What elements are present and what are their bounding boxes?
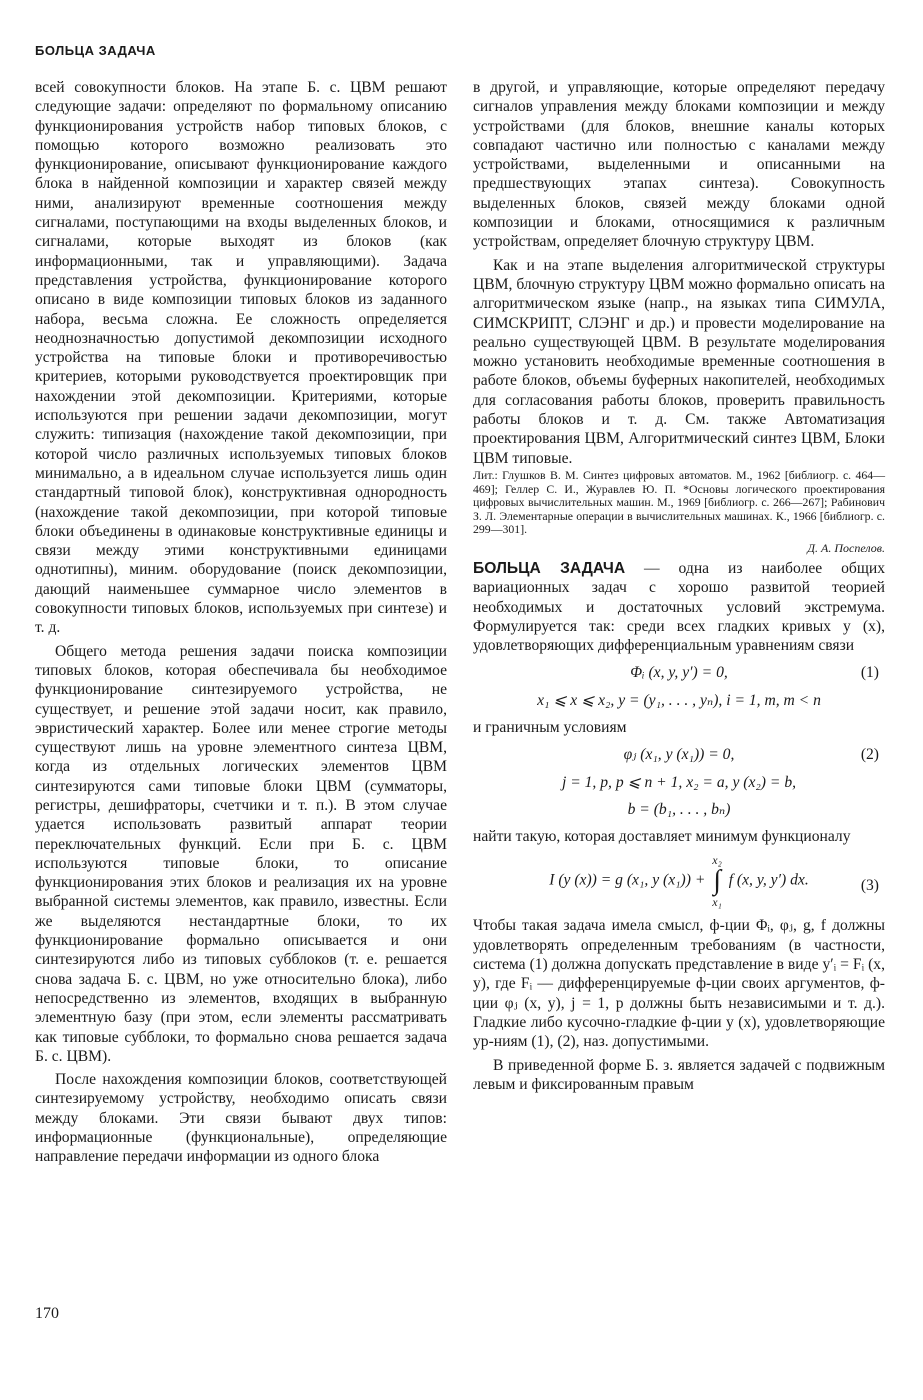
integral-symbol: ∫ <box>713 865 721 897</box>
boundary-conditions-text: и граничным условиям <box>473 718 627 736</box>
entry-headword: БОЛЬЦА ЗАДАЧА <box>473 559 626 577</box>
functional-text: найти такую, которая доставляет минимум функционалу <box>473 828 851 846</box>
equation-3 <box>473 854 885 908</box>
equation-3-right: f (x, y, y′) dx. <box>728 872 809 890</box>
left-paragraph-2: Общего метода решения задачи поиска композиции типовых блоков, которая обеспечивала бы необходимое функционирование синтезируемого устройства, не существует, и решение этой задачи носит, как правило, эвристический характер. Более или менее строгие методы существуют лишь на уровне элементного синтеза ЦВМ, когда из отдельных логических элементов ЦВМ синтезируются сами типовые блоки ЦВМ (сумматоры, регистры, дешифраторы, счетчики и т. п.). В этом случае удается использовать развитый аппарат теории переключательных функций. Если при Б. с. ЦВМ используются типовые блоки, то описание функционирования этих блоков и реализация их на уровне выбранной системы элементов, как правило, известны. Если же выделяются нестандартные блоки, то их функционирование формально описывается и они синтезируются либо из типовых субблоков (т. е. решается снова задача Б. с. ЦВМ, но уже относительно блока), либо непосредственно из элементов, входящих в выбранную элементную базу (при этом, если элементы рассматривать как типовые субблоки, то формально снова решается задача Б. с. ЦВМ). <box>35 642 447 1065</box>
right-paragraph-4: В приведенной форме Б. з. является задачей с подвижным левым и фиксированным правым <box>473 1056 885 1093</box>
running-head: БОЛЬЦА ЗАДАЧА <box>35 43 156 58</box>
right-column <box>473 78 885 1094</box>
right-paragraph-3: Чтобы такая задача имела смысл, ф-ции Φᵢ, φⱼ, g, f должны удовлетворять определенным требованиям (в частности, система (1) должна допускать представление в виде y′ᵢ = Fᵢ (x, y), где Fᵢ — дифференцируемые ф-ции своих аргументов, ф-ции φⱼ (x, y), j = 1, p должны быть независимыми и т. д.). Гладкие либо кусочно-гладкие ф-ции y (x), удовлетворяющие ур-ниям (1), (2), наз. допустимыми. <box>473 917 885 1051</box>
integral-upper-limit: x₂ <box>712 853 722 868</box>
equation-3-left: I (y (x)) = g (x₁, y (x₁)) + <box>549 872 706 890</box>
integral-lower-limit: x₁ <box>712 895 722 910</box>
equation-2 <box>473 745 885 764</box>
equation-2-body: φⱼ (x₁, y (x₁)) = 0, <box>623 746 735 764</box>
literature-references: Лит.: Глушков В. М. Синтез цифровых автоматов. М., 1962 [библиогр. с. 464—469]; Геллер С. И., Журавлев Ю. П. *Основы логического проектирования цифровых вычислительных машин. М., 1969 [библиогр. с. 266—267]; Рабинович З. Л. Элементарные операции в вычислительных машинах. К., 1966 [библиогр. с. 299—301]. <box>473 467 885 537</box>
left-paragraph-3: После нахождения композиции блоков, соответствующей синтезируемому устройству, необходимо описать связи между блоками. Эти связи бывают двух типов: информационные (функциональные), определяющие направление передачи информации из одного блока <box>35 1071 447 1166</box>
left-paragraph-1: всей совокупности блоков. На этапе Б. с. ЦВМ решают следующие задачи: определяют по формальному описанию функционирования устройств набор типовых блоков, с помощью которого возможно реализовать это функционирование, описывают функционирование каждого блока в найденной композиции и характер связей между ними, анализируют временные соотношения между сигналами, поступающими на входы выделенных блоков, и сигналами, которые выходят из блоков (как информационными, так и управляющими). Задача представления устройства, функционирование которого описано в виде композиции типовых блоков из заданного набора, весьма сложна. Ее сложность определяется неоднозначностью допустимой декомпозиции исходного устройства на типовые блоки и противоречивостью критериев, которыми руководствуется проектировщик при нахождении этой декомпозиции. Критериями, которые используются при решении задачи декомпозиции, могут служить: типизация (нахождение такой декомпозиции, при которой число различных используемых типовых блоков минимально, а в идеальном случае используется лишь один стандартный типовой блок), конструктивная однородность (нахождение такой декомпозиции, при которой типовые блоки объединены в одинаковые конструктивные единицы и связи между этими конструктивными единицами однотипны), миним. оборудование (поиск декомпозиции, дающий наименьшее суммарное число элементов в совокупности типовых блоков, используемых при синтезе) и т. д. <box>35 79 447 637</box>
equation-1 <box>473 663 885 682</box>
equation-2-conditions-1: j = 1, p, p ⩽ n + 1, x₂ = a, y (x₂) = b, <box>561 773 797 791</box>
left-column <box>35 78 447 1167</box>
right-paragraph-2: Как и на этапе выделения алгоритмической структуры ЦВМ, блочную структуру ЦВМ можно формально описать на алгоритмическом языке (напр., на языках типа СИМУЛА, СИМСКРИПТ, СЛЭНГ и др.) и провести моделирование на реально существующей ЦВМ. В результате моделирования можно установить необходимые временные соотношения в работе блоков, объемы буферных накопителей, необходимых для согласования работы блоков, проверить правильность работы блоков и т. д. См. также Автоматизация проектирования ЦВМ, Алгоритмический синтез ЦВМ, Блоки ЦВМ типовые. <box>473 256 885 467</box>
right-paragraph-1: в другой, и управляющие, которые определяют передачу сигналов управления между блоками композиции и между устройствами (для блоков, внешние каналы которых совпадают частично или полностью с каналами между устройствами, выделенными и описанными на предшествующих этапах синтеза). Совокупность выделенных блоков, связей между блоками одной композиции и блоками, относящимися к различным устройствам, определяет блочную структуру ЦВМ. <box>473 79 885 251</box>
entry-bolza-problem <box>473 559 885 655</box>
page-number: 170 <box>35 1305 59 1322</box>
equation-3-number: (3) <box>860 877 879 895</box>
equation-1-conditions: x₁ ⩽ x ⩽ x₂, y = (y₁, . . . , yₙ), i = 1, m, m < n <box>537 691 821 709</box>
integral-sign <box>712 854 722 908</box>
entry-intro: — одна из наиболее общих вариационных задач с хорошо развитой теорией необходимых и достаточных условий экстремума. Формулируется так: среди всех гладких кривых y (x), удовлетворяющих дифференциальным уравнениям связи <box>473 559 886 655</box>
equation-1-body: Φᵢ (x, y, y′) = 0, <box>630 664 728 682</box>
equation-2-number: (2) <box>860 746 879 764</box>
author-signature: Д. А. Поспелов. <box>807 540 885 555</box>
equation-2-conditions-2: b = (b₁, . . . , bₙ) <box>627 800 731 818</box>
equation-1-number: (1) <box>860 664 879 682</box>
